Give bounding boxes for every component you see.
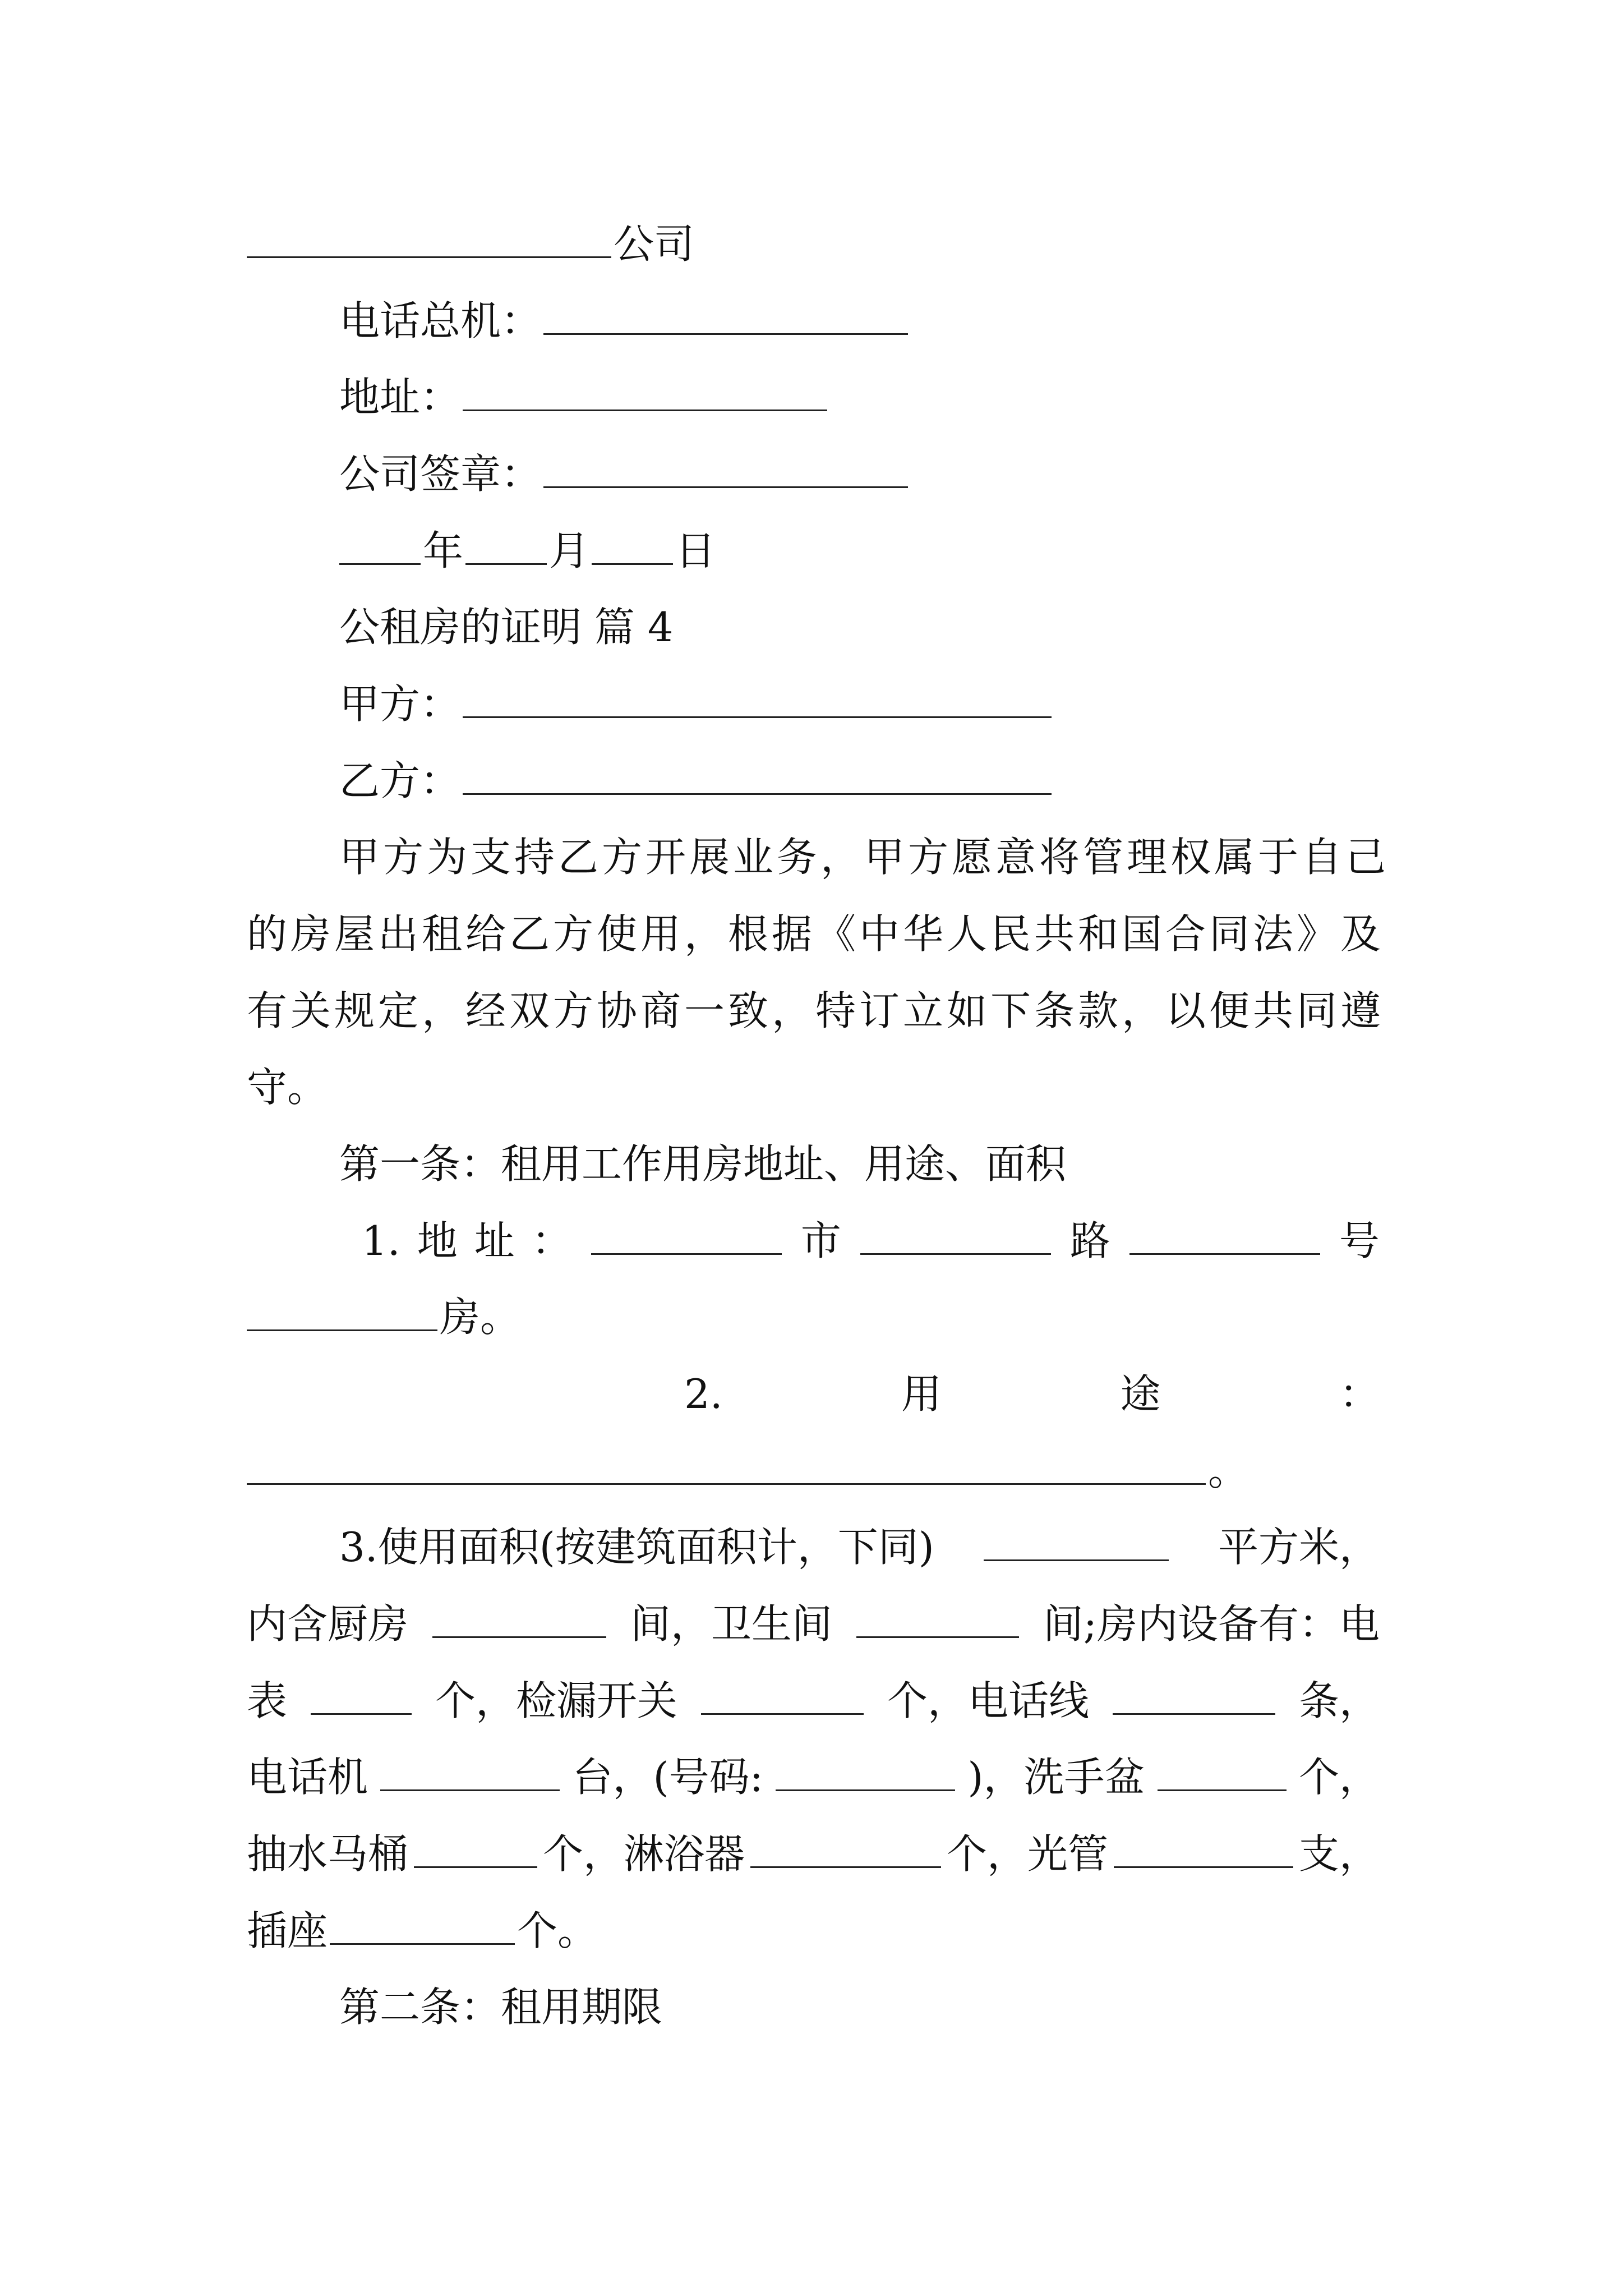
item-3-text-3b: 个，检漏开关 xyxy=(435,1677,677,1724)
day-blank xyxy=(592,523,673,565)
usage-end: 。 xyxy=(1208,1447,1249,1494)
date-line xyxy=(247,520,1380,582)
month-blank xyxy=(465,523,547,565)
item-1-line-1 xyxy=(247,1210,1380,1272)
item-3-text-6a: 插座 xyxy=(247,1907,328,1954)
intro-line-2: 的房屋出租给乙方使用，根据《中华人民共和国合同法》及 xyxy=(247,910,1385,958)
phone-blank xyxy=(543,293,908,335)
address-blank xyxy=(463,369,827,411)
party-b-label: 乙方： xyxy=(339,757,461,804)
item-3-line-6 xyxy=(247,1900,1380,1962)
item-2-line-2 xyxy=(247,1440,1380,1502)
item-2-num: 2. xyxy=(684,1370,723,1418)
item-1-char-1: 地 xyxy=(417,1217,458,1264)
area-blank xyxy=(984,1519,1169,1561)
item-3-text-2c: 间;房内设备有：电 xyxy=(1043,1600,1380,1648)
item-1-line-2 xyxy=(247,1286,1380,1348)
item-3-text-5a: 抽水马桶 xyxy=(247,1830,409,1878)
item-3-text-1a: 3.使用面积(按建筑面积计，下同) xyxy=(339,1524,934,1571)
item-3-text-5b: 个，淋浴器 xyxy=(542,1830,745,1878)
item-3-text-3d: 条， xyxy=(1298,1677,1380,1724)
item-3-line-4 xyxy=(247,1746,1380,1808)
company-name-line xyxy=(247,213,1380,275)
room-blank xyxy=(247,1289,437,1331)
shower-blank xyxy=(750,1826,941,1868)
seal-label: 公司签章： xyxy=(339,450,542,498)
socket-blank xyxy=(330,1903,515,1945)
item-2-char-1: 用 xyxy=(901,1370,942,1418)
article-1-title: 第一条：租用工作用房地址、用途、面积 xyxy=(339,1140,1067,1188)
year-blank xyxy=(339,523,421,565)
month-label: 月 xyxy=(549,527,590,574)
item-3-text-4a: 电话机 xyxy=(247,1754,368,1801)
item-3-line-3 xyxy=(247,1670,1380,1732)
number-label: 号 xyxy=(1339,1217,1380,1264)
leak-switch-blank xyxy=(701,1673,864,1715)
intro-line-1: 甲方为支持乙方开展业务，甲方愿意将管理权属于自己 xyxy=(339,834,1390,881)
item-3-line-5 xyxy=(247,1823,1380,1885)
road-blank xyxy=(860,1213,1051,1255)
phone-number-blank xyxy=(776,1749,955,1791)
usage-blank xyxy=(247,1443,1206,1485)
item-3-line-2 xyxy=(247,1593,1380,1655)
toilet-blank xyxy=(414,1826,537,1868)
item-2-line-1 xyxy=(247,1363,1380,1425)
year-label: 年 xyxy=(423,527,464,574)
phone-line xyxy=(247,290,1380,352)
item-3-text-4c: )，洗手盆 xyxy=(967,1754,1145,1801)
item-3-line-1 xyxy=(247,1516,1380,1578)
item-3-text-2a: 内含厨房 xyxy=(247,1600,409,1648)
kitchen-blank xyxy=(432,1596,606,1638)
section-title: 公租房的证明 篇 4 xyxy=(339,604,674,651)
item-3-text-1b: 平方米， xyxy=(1218,1524,1380,1571)
company-name-blank xyxy=(247,216,611,258)
number-blank xyxy=(1129,1213,1320,1255)
washbasin-blank xyxy=(1158,1749,1287,1791)
city-blank xyxy=(591,1213,782,1255)
article-2-title: 第二条：租用期限 xyxy=(339,1984,663,2031)
item-3-text-4d: 个， xyxy=(1298,1754,1380,1801)
intro-line-3: 有关规定，经双方协商一致，特订立如下条款，以便共同遵 xyxy=(247,987,1385,1034)
item-3-text-3a: 表 xyxy=(247,1677,288,1724)
item-1-colon: ： xyxy=(531,1217,572,1264)
seal-line xyxy=(247,443,1380,505)
item-3-text-5d: 支， xyxy=(1298,1830,1380,1878)
item-3-text-2b: 间，卫生间 xyxy=(630,1600,832,1648)
item-3-text-4b: 台，(号码: xyxy=(572,1754,763,1801)
company-suffix: 公司 xyxy=(614,220,695,268)
item-3-text-5c: 个，光管 xyxy=(946,1830,1108,1878)
item-1-num: 1. xyxy=(362,1217,400,1264)
phone-line-blank xyxy=(1113,1673,1275,1715)
day-label: 日 xyxy=(675,527,716,574)
item-1-char-2: 址 xyxy=(474,1217,515,1264)
item-3-text-6b: 个。 xyxy=(517,1907,598,1954)
item-3-text-3c: 个，电话线 xyxy=(887,1677,1089,1724)
party-b-line xyxy=(247,750,1380,812)
party-a-blank xyxy=(463,676,1052,718)
phone-label: 电话总机： xyxy=(339,297,542,344)
road-label: 路 xyxy=(1069,1217,1110,1264)
intro-line-4: 守。 xyxy=(247,1064,328,1111)
address-line xyxy=(247,366,1380,428)
item-2-char-2: 途 xyxy=(1120,1370,1161,1418)
city-label: 市 xyxy=(800,1217,841,1264)
telephone-blank xyxy=(380,1749,560,1791)
light-tube-blank xyxy=(1114,1826,1293,1868)
party-a-line xyxy=(247,673,1380,735)
room-label: 房。 xyxy=(440,1294,521,1341)
bathroom-blank xyxy=(856,1596,1019,1638)
party-a-label: 甲方： xyxy=(339,680,461,728)
address-label: 地址： xyxy=(339,374,461,421)
item-2-colon: ： xyxy=(1339,1370,1380,1418)
party-b-blank xyxy=(463,753,1052,795)
meter-blank xyxy=(311,1673,412,1715)
seal-blank xyxy=(543,446,908,488)
